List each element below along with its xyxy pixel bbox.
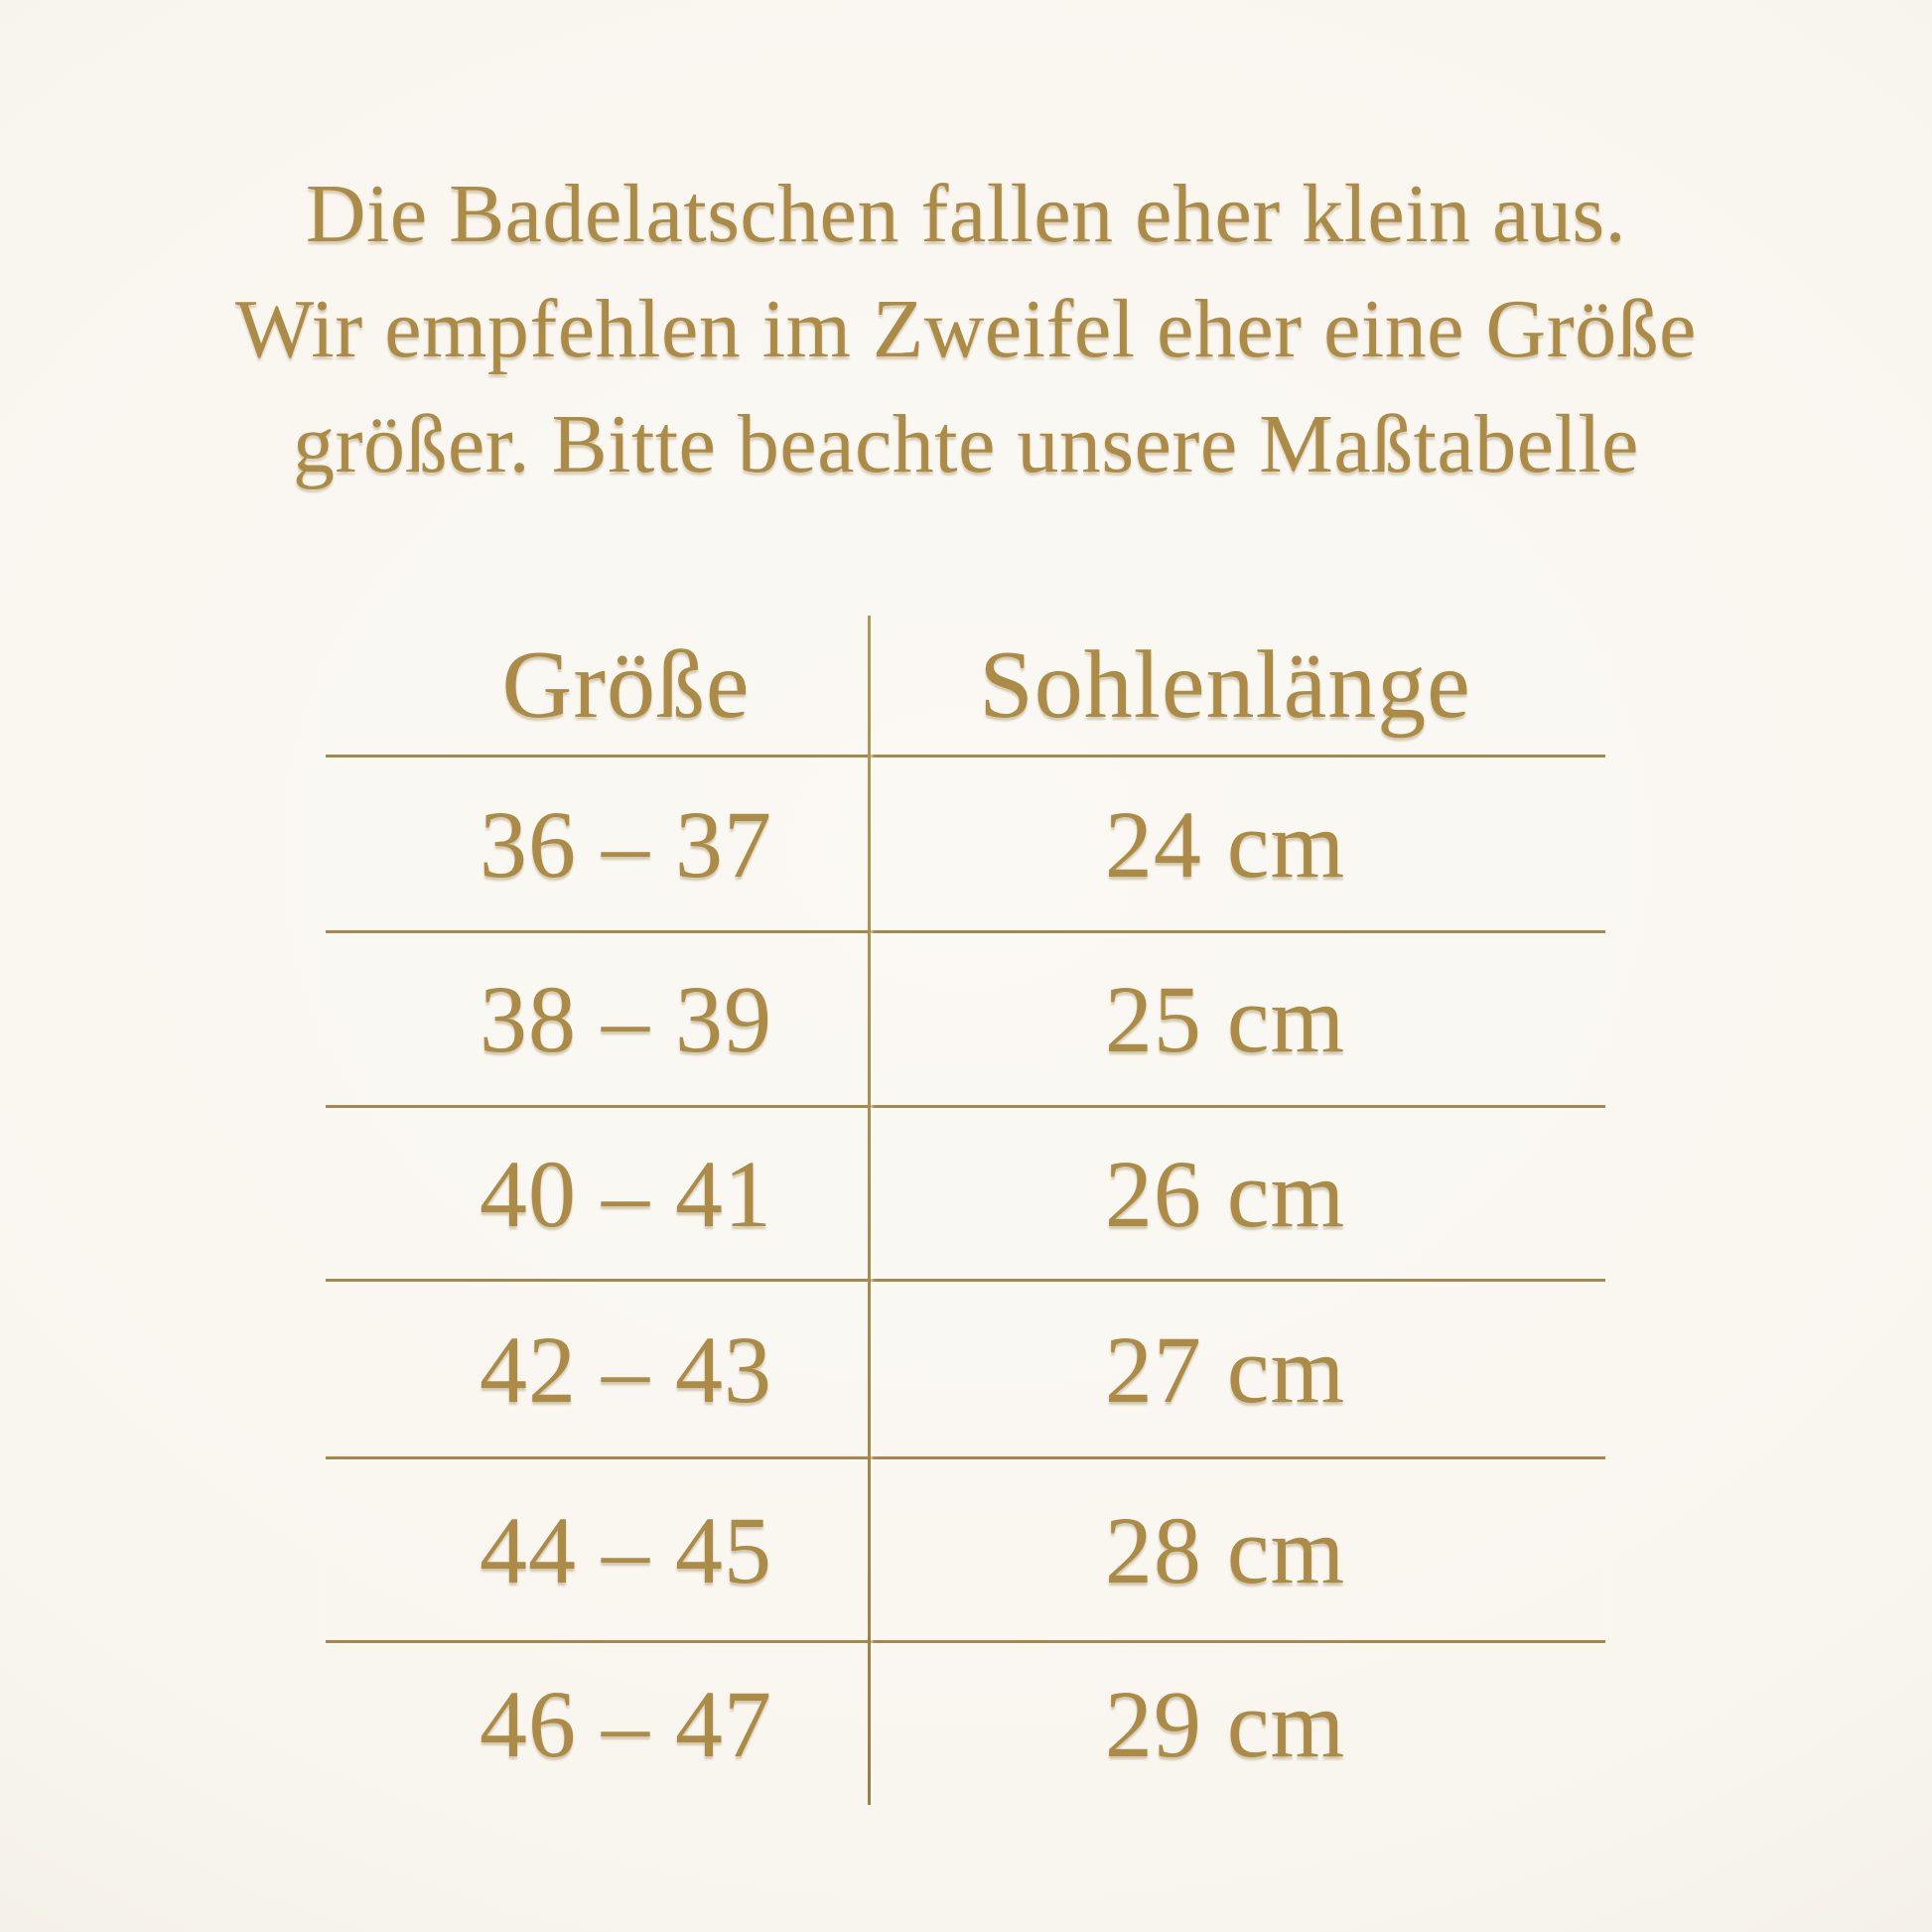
size-value: 40 – 41 <box>480 1140 772 1247</box>
sole-length-value: 28 cm <box>1104 1496 1346 1603</box>
column-header-groesse: Größe <box>501 631 751 739</box>
table-row-40-41 <box>326 1108 1605 1282</box>
size-value: 36 – 37 <box>480 790 772 897</box>
size-table <box>326 616 1605 1805</box>
column-header-sohlenlaenge: Sohlenlänge <box>979 631 1471 739</box>
table-row-42-43 <box>326 1282 1605 1459</box>
sole-length-value: 25 cm <box>1104 966 1346 1072</box>
sole-length-value: 26 cm <box>1104 1140 1346 1247</box>
size-value: 44 – 45 <box>480 1496 772 1603</box>
notice-line-3: größer. Bitte beachte unsere Maßtabelle <box>293 398 1639 490</box>
notice-line-1: Die Badelatschen fallen eher klein aus. <box>305 168 1627 260</box>
sizing-notice <box>0 157 1932 502</box>
sole-length-value: 27 cm <box>1104 1315 1346 1423</box>
size-value: 46 – 47 <box>480 1671 772 1777</box>
table-row-38-39 <box>326 933 1605 1108</box>
table-header-row <box>326 616 1605 758</box>
table-row-36-37 <box>326 758 1605 933</box>
table-row-46-47 <box>326 1643 1605 1805</box>
table-column-divider <box>868 616 871 1805</box>
table-row-44-45 <box>326 1459 1605 1643</box>
sole-length-value: 29 cm <box>1104 1671 1346 1777</box>
size-value: 38 – 39 <box>480 966 772 1072</box>
sole-length-value: 24 cm <box>1104 790 1346 897</box>
size-value: 42 – 43 <box>480 1315 772 1423</box>
notice-line-2: Wir empfehlen im Zweifel eher eine Größe <box>235 283 1697 375</box>
